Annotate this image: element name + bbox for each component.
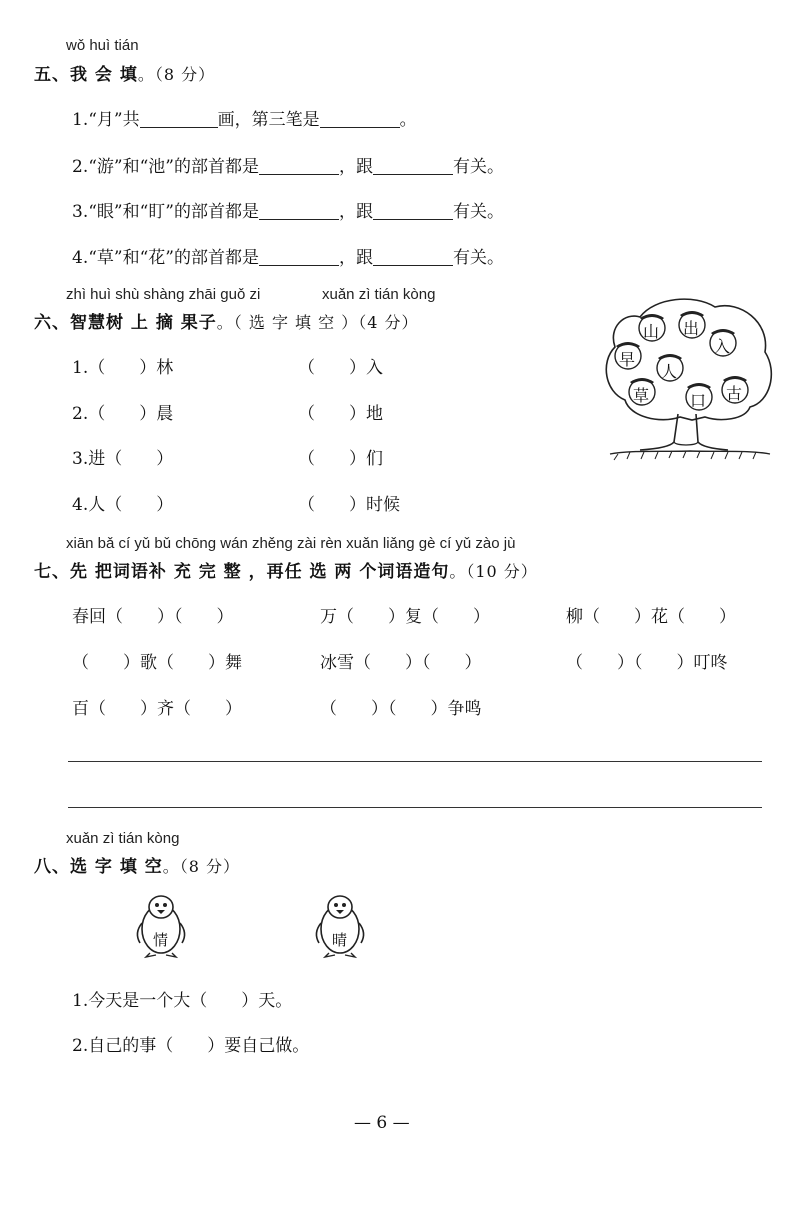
- item-text: “草”和“花”的部首都是: [88, 248, 259, 268]
- s5-item-1: [72, 105, 417, 130]
- s6-right-4[interactable]: （ ）时候: [298, 495, 400, 515]
- penguin-char: 晴: [332, 931, 348, 949]
- s6-left-3[interactable]: 3.进（ ）: [72, 449, 174, 469]
- s5-item-2: [72, 152, 504, 177]
- penguin-char: 情: [153, 931, 169, 949]
- tree-char: 入: [714, 337, 731, 356]
- section8-title: 八、选 字 填 空: [34, 857, 163, 877]
- fill-blank[interactable]: [259, 247, 339, 266]
- item-text: ，跟: [339, 157, 373, 177]
- s7-r1-c3[interactable]: 柳（ ）花（ ）: [566, 607, 736, 627]
- tree-char: 出: [683, 319, 700, 338]
- fill-blank[interactable]: [373, 201, 453, 220]
- fill-blank[interactable]: [320, 109, 400, 128]
- s6-right-2[interactable]: （ ）地: [298, 404, 383, 424]
- item-text: “眼”和“盯”的部首都是: [88, 202, 259, 222]
- fill-blank[interactable]: [259, 156, 339, 175]
- item-text: 有关。: [453, 202, 504, 222]
- item-number: 1.: [72, 110, 89, 130]
- fill-blank[interactable]: [373, 247, 453, 266]
- item-number: 2.: [72, 157, 89, 177]
- item-text: ，跟: [339, 248, 373, 268]
- s6-left-2[interactable]: 2.（ ）晨: [72, 404, 174, 424]
- s8-item-2[interactable]: 2.自己的事（ ）要自己做。: [72, 1036, 310, 1056]
- section5-title: 五、我 会 填: [34, 65, 138, 85]
- section5-pinyin: wǒ huì tián: [66, 37, 139, 54]
- s5-item-4: [72, 243, 504, 268]
- section6-pinyin-a: zhì huì shù shàng zhāi guǒ zi: [66, 286, 261, 303]
- section6-score: 。（ 选 字 填 空 ）（4 分）: [216, 313, 419, 332]
- section7-title: 七、先 把词语补 充 完 整 ，再任 选 两 个词语造句: [34, 562, 450, 582]
- section7-heading: [34, 557, 538, 582]
- item-text: 有关。: [453, 248, 504, 268]
- s7-r1-c2[interactable]: 万（ ）复（ ）: [320, 607, 490, 627]
- page-number: — 6 —: [354, 1113, 410, 1133]
- s7-r1-c1[interactable]: 春回（ ）（ ）: [72, 607, 234, 627]
- fill-blank[interactable]: [259, 201, 339, 220]
- item-number: 3.: [72, 202, 89, 222]
- tree-char: 古: [726, 384, 743, 403]
- s6-left-1[interactable]: 1.（ ）林: [72, 358, 174, 378]
- tree-char: 口: [690, 391, 707, 410]
- section5-score: 。（8 分）: [137, 65, 216, 84]
- item-number: 4.: [72, 248, 89, 268]
- s5-item-3: [72, 197, 504, 222]
- section6-pinyin-b: xuǎn zì tián kòng: [322, 286, 436, 303]
- answer-line[interactable]: [68, 761, 762, 762]
- s7-r2-c3[interactable]: （ ）（ ）叮咚: [566, 653, 728, 673]
- s6-right-1[interactable]: （ ）入: [298, 358, 383, 378]
- tree-char: 早: [619, 350, 636, 369]
- s7-r2-c2[interactable]: 冰雪（ ）（ ）: [320, 653, 482, 673]
- item-text: “游”和“池”的部首都是: [88, 157, 259, 177]
- item-text: “月”共: [88, 110, 140, 130]
- item-text: 画，第三笔是: [217, 110, 320, 130]
- section8-pinyin: xuǎn zì tián kòng: [66, 830, 180, 847]
- s7-r3-c1[interactable]: 百（ ）齐（ ）: [72, 699, 242, 719]
- tree-char: 人: [661, 362, 678, 381]
- s7-r2-c1[interactable]: （ ）歌（ ）舞: [72, 653, 242, 673]
- penguin-card-1: [132, 893, 190, 959]
- item-text: 有关。: [453, 157, 504, 177]
- fill-blank[interactable]: [373, 156, 453, 175]
- section8-heading: [34, 852, 240, 877]
- fill-blank[interactable]: [140, 109, 218, 128]
- wisdom-tree-illustration: [600, 292, 775, 467]
- section7-pinyin: xiān bǎ cí yǔ bǔ chōng wán zhěng zài rèn xuǎn liǎng gè cí yǔ zào jù: [66, 535, 516, 552]
- section6-title: 六、智慧树 上 摘 果子: [34, 313, 217, 333]
- s6-right-3[interactable]: （ ）们: [298, 449, 383, 469]
- s7-r3-c2[interactable]: （ ）（ ）争鸣: [320, 699, 482, 719]
- s8-item-1[interactable]: 1.今天是一个大（ ）天。: [72, 991, 293, 1011]
- section8-score: 。（8 分）: [162, 857, 241, 876]
- answer-line[interactable]: [68, 807, 762, 808]
- item-text: ，跟: [339, 202, 373, 222]
- section5-heading: [34, 60, 215, 85]
- section7-score: 。（10 分）: [449, 562, 538, 581]
- section6-heading: [34, 308, 418, 333]
- tree-char: 山: [643, 322, 660, 341]
- tree-char: 草: [633, 386, 650, 405]
- s6-left-4[interactable]: 4.人（ ）: [72, 495, 174, 515]
- penguin-card-2: [311, 893, 369, 959]
- item-text: 。: [399, 110, 417, 130]
